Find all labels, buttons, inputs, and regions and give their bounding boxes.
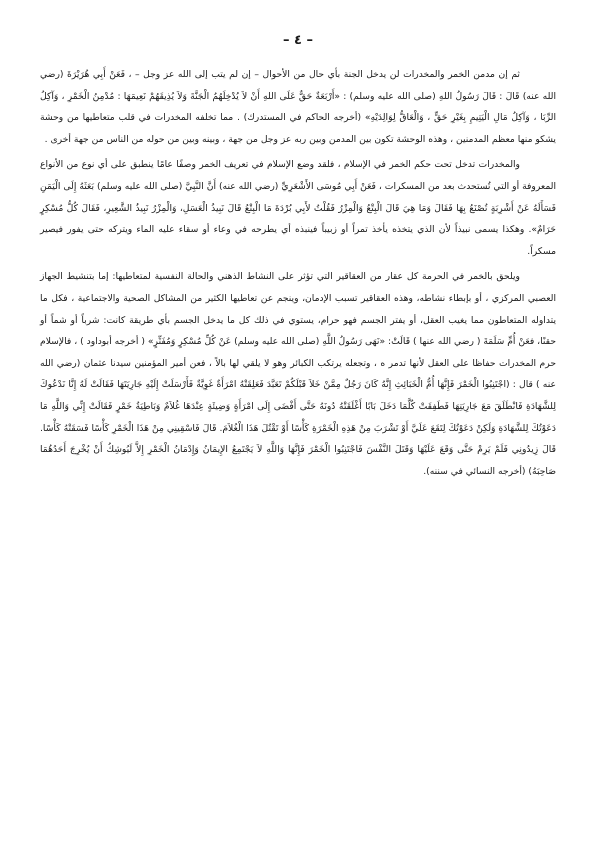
document-page xyxy=(40,30,556,820)
paragraph-drugs-under-wine-ruling: والمخدرات تدخل تحت حكم الخمر في الإسلام ، فلقد وضع الإسلام في تعريف الخمر وصفًا عامًا ينطبق على أي نوع من الأنواع المعروفة أو التي تُستحدث بعد من المسكرات ، فَعَنْ أَبِي مُوسَى الأَشْعَرِيِّ (رضي الله عنه) أَنَّ النَّبِيَّ (صلى الله عليه وسلم) بَعَثَهُ إِلَى الْيَمَنِ فَسَأَلَهُ عَنْ أَشْرِبَةٍ تُصْنَعُ بِهَا فَقَالَ وَمَا هِيَ قَالَ الْبِتْعُ وَالْمِزْرُ فَقُلْتُ لأَبِي بُرْدَةَ مَا الْبِتْعُ قَالَ نَبِيذُ الْعَسَلِ، وَالْمِزْرُ نَبِيذُ الشَّعِيرِ، فَقَالَ كُلُّ مُسْكِرٍ حَرَامٌ». وهكذا يسمى نبيذاً لأن الذي يتخذه يأخذ تمراً أو زبيباً فينبذه أي يطرحه في وعاء أو سقاء عليه الماء ويتركه حتى يفور فيصير مسكراً. xyxy=(40,159,556,257)
paragraph-addiction-paradise: ثم إن مدمن الخمر والمخدرات لن يدخل الجنة بأي حال من الأحوال – إن لم يتب إلى الله عز وجل – ، فَعَنْ أَبِي هُرَيْرَةَ (رضي الله عنه) قَالَ : قَالَ رَسُولُ اللهِ (صلى الله عليه وسلم) : «أَرْبَعَةٌ حَقٌّ عَلَى اللهِ أَنْ لاَ يُدْخِلَهُمُ الْجَنَّةَ وَلاَ يُذِيقَهُمْ نَعِيمَهَا : مُدْمِنُ الْخَمْرِ ، وَآكِلُ الرِّبَا ، وَآكِلُ مَالِ الْيَتِيمِ بِغَيْرِ حَقٍّ ، وَالْعَاقُّ لِوَالِدَيْهِ» (أخرجه الحاكم في المستدرك) . مما تخلفه المخدرات في قلب متعاطيها من وحشة يشكو منها معظم المدمنين ، وهذه الوحشة تكون بين المدمن وبين ربه عز وجل من جهة ، وبينه وبين من حوله من الناس من جهة أخرى . xyxy=(40,69,556,145)
paragraph-drugs-prohibition: ويلحق بالخمر في الحرمة كل عقار من العقاقير التي تؤثر على النشاط الذهني والحالة النفسية لمتعاطيها: إما بتنشيط الجهاز العصبي المركزي ، أو بإبطاء نشاطه، وهذه العقاقير تسبب الإدمان، وينجم عن تعاطيها الكثير من المشاكل الصحية والاجتماعية ، فكل ما يتداوله المتعاطون مما يغيب العقل، أو يفتر الجسم فهو حرام، يستوي في ذلك كل ما يدخل الجسم بأي طريقة كانت: شرباً أو شماً أو حقنًا، فعَنْ أُمِّ سَلَمَةَ ( رضي الله عنها ) قَالَتْ: «نَهَى رَسُولُ اللَّهِ (صلى الله عليه وسلم) عَنْ كُلِّ مُسْكِرٍ وَمُفَتِّرٍ» ( أخرجه أبوداود ) ، فالإسلام حرم المخدرات حفاظا على العقل لأنها تدمر ه ، وتجعله يرتكب الكبائر وهو لا يلقي لها بالاً ، فعن أمير المؤمنين سيدنا عثمان (رضي الله عنه ) قال : (اجْتَنِبُوا الْخَمْرَ فَإِنَّهَا أُمُّ الْخَبَائِثِ إِنَّهُ كَانَ رَجُلٌ مِمَّنْ خَلاَ قَبْلَكُمْ تَعَبَّدَ فَعَلِقَتْهُ امْرَأَةٌ غَوِيَّةٌ فَأَرْسَلَتْ إِلَيْهِ جَارِيَتَهَا فَقَالَتْ لَهُ إِنَّا نَدْعُوكَ لِلشَّهَادَةِ فَانْطَلَقَ مَعَ جَارِيَتِهَا فَطَفِقَتْ كُلَّمَا دَخَلَ بَابًا أَغْلَقَتْهُ دُونَهُ حَتَّى أَفْضَى إِلَى امْرَأَةٍ وَضِيئَةٍ عِنْدَهَا غُلاَمٌ وَبَاطِيَةُ خَمْرٍ فَقَالَتْ إِنِّي وَاللَّهِ مَا دَعَوْتُكَ لِلشَّهَادَةِ وَلَكِنْ دَعَوْتُكَ لِتَقَعَ عَلَيَّ أَوْ تَشْرَبَ مِنْ هَذِهِ الْخَمْرَةِ كَأْسًا أَوْ تَقْتُلَ هَذَا الْغُلاَمَ. قَالَ فَاسْقِينِي مِنْ هَذَا الْخَمْرِ كَأْسًا فَسَقَتْهُ كَأْسًا. قَالَ زِيدُونِي فَلَمْ يَرِمْ حَتَّى وَقَعَ عَلَيْهَا وَقَتَلَ النَّفْسَ فَاجْتَنِبُوا الْخَمْرَ فَإِنَّهَا وَاللَّهِ لاَ يَجْتَمِعُ الإِيمَانُ وَإِدْمَانُ الْخَمْرِ إِلاَّ لَيُوشِكُ أَنْ يُخْرِجَ أَحَدُهُمَا صَاحِبَهُ) (أخرجه النسائي في سننه). xyxy=(40,271,556,477)
page-number: – ٤ – xyxy=(283,33,313,48)
